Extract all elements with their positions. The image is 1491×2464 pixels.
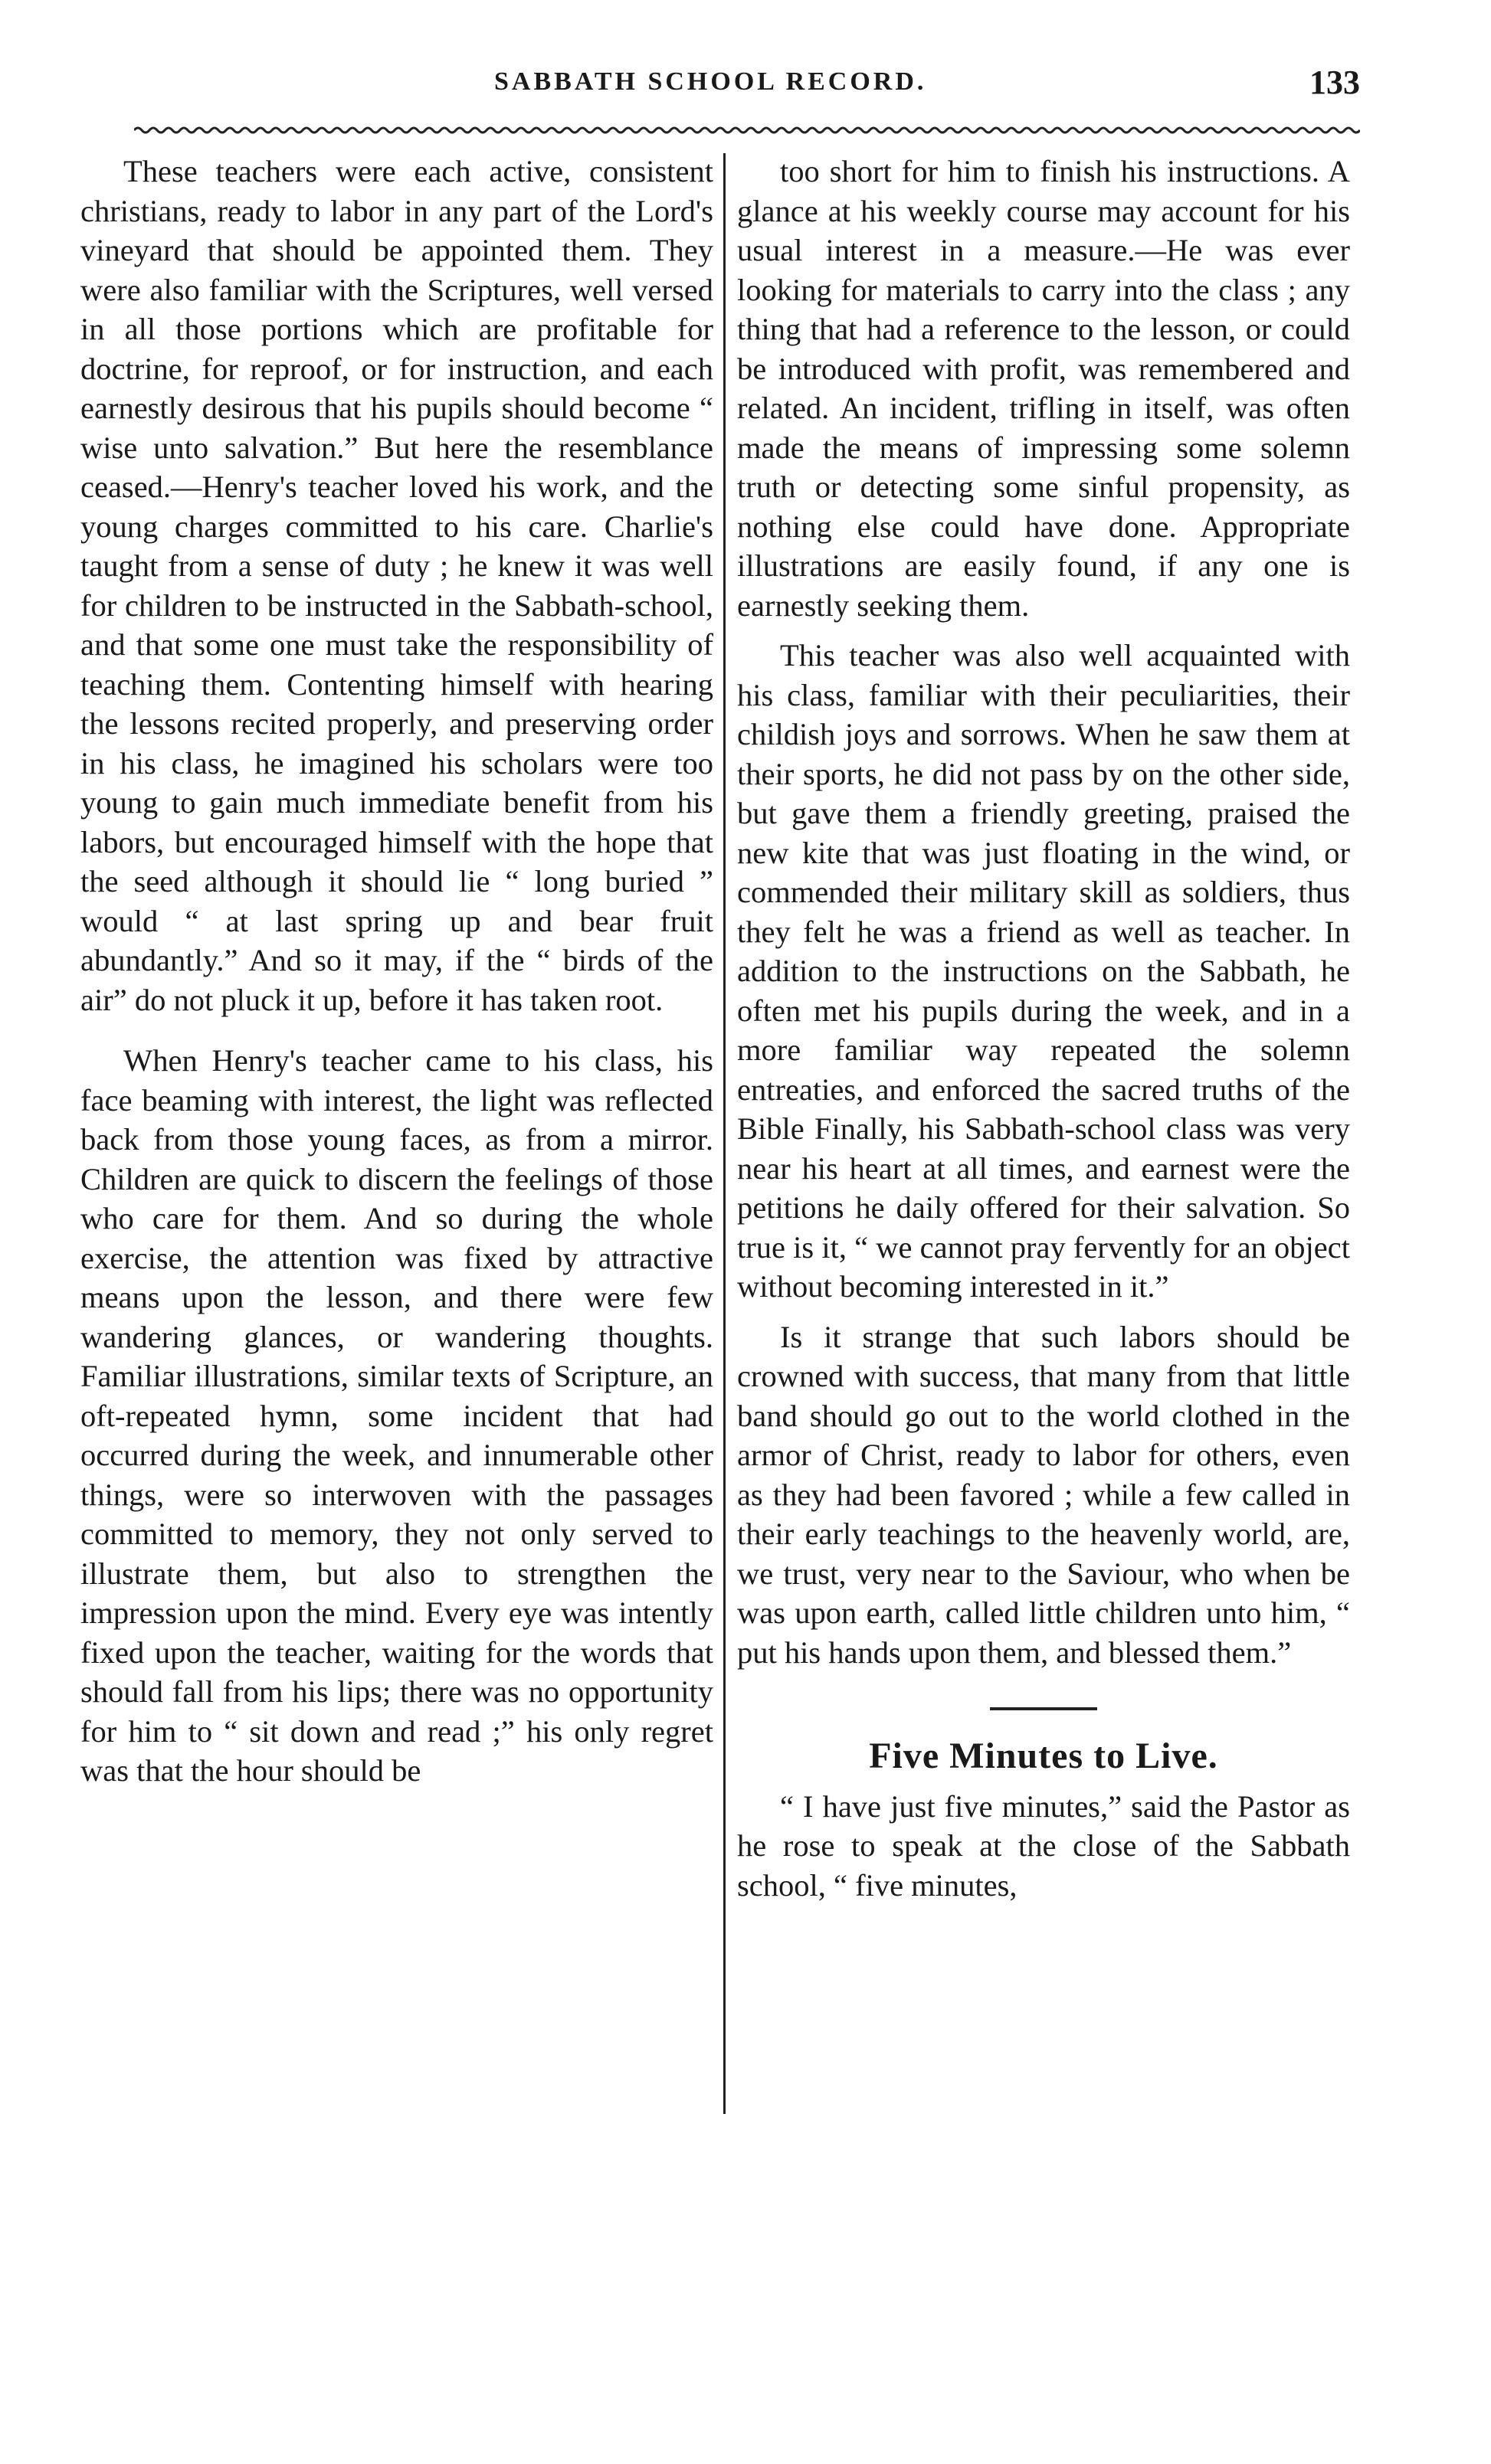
left-column [80,152,713,1791]
section-rule [990,1707,1097,1710]
left-paragraph-1: These teachers were each active, consistent christians, ready to labor in any part of the Lord's vineyard that should be appointed them. They were also familiar with the Scriptures, well versed in all those portions which are profitable for doctrine, for reproof, or for instruction, and each earnestly desirous that his pupils should become “ wise unto salvation.” But here the resemblance ceased.—Henry's teacher loved his work, and the young charges committed to his care. Charlie's taught from a sense of duty ; he knew it was well for children to be instructed in the Sabbath-school, and that some one must take the responsibility of teaching them. Contenting himself with hearing the lessons recited properly, and preserving order in his class, he imagined his scholars were too young to gain much immediate benefit from his labors, but encouraged himself with the hope that the seed although it should lie “ long buried ” would “ at last spring up and bear fruit abundantly.” And so it may, if the “ birds of the air” do not pluck it up, before it has taken root. [80,154,713,1017]
right-paragraph-3: Is it strange that such labors should be crowned with success, that many from that little band should go out to the world clothed in the armor of Christ, ready to labor for others, even as they had been favored ; while a few called in their early teachings to the heavenly world, are, we trust, very near to the Saviour, who when be was upon earth, called little children unto him, “ put his hands upon them, and blessed them.” [737,1319,1350,1670]
page-number: 133 [1309,64,1360,101]
right-column [737,152,1350,1905]
right-paragraph-2: This teacher was also well acquainted with his class, familiar with their peculiarities, their childish joys and sorrows. When he saw them at their sports, he did not pass by on the other side, but gave them a friendly greeting, praised the new kite that was just floating in the wind, or commended their military skill as soldiers, thus they felt he was a friend as well as teacher. In addition to the instructions on the Sabbath, he often met his pupils during the week, and in a more familiar way repeated the solemn entreaties, and enforced the sacred truths of the Bible Finally, his Sabbath-school class was very near his heart at all times, and earnest were the petitions he daily offered for their salvation. So true is it, “ we cannot pray fervently for an object without becoming interested in it.” [737,638,1350,1304]
right-paragraph-1: too short for him to finish his instructions. A glance at his weekly course may account for his usual interest in a measure.—He was ever looking for materials to carry into the class ; any thing that had a reference to the lesson, or could be introduced with profit, was remembered and related. An incident, trifling in itself, was often made the means of impressing some solemn truth or detecting some sinful propensity, as nothing else could have done. Appropriate illustrations are easily found, if any one is earnestly seeking them. [737,154,1350,623]
left-paragraph-2: When Henry's teacher came to his class, his face beaming with interest, the light was reflected back from those young faces, as from a mirror. Children are quick to discern the feelings of those who care for them. And so during the whole exercise, the attention was fixed by attractive means upon the lesson, and there were few wandering glances, or wandering thoughts. Familiar illustrations, similar texts of Scripture, an oft-repeated hymn, some incident that had occurred during the week, and innumerable other things, were so interwoven with the passages committed to memory, they not only served to illustrate them, but also to strengthen the impression upon the mind. Every eye was intently fixed upon the teacher, waiting for the words that should fall from his lips; there was no opportunity for him to “ sit down and read ;” his only regret was that the hour should be [80,1043,713,1788]
running-title: SABBATH SCHOOL RECORD. [494,67,927,96]
section-paragraph-1: “ I have just five minutes,” said the Pastor as he rose to speak at the close of the Sabbath school, “ five minutes, [737,1788,1350,1903]
column-divider [723,153,726,2114]
wavy-rule-divider [134,123,1360,138]
running-head [134,64,1360,113]
section-heading: Five Minutes to Live. [869,1736,1218,1776]
